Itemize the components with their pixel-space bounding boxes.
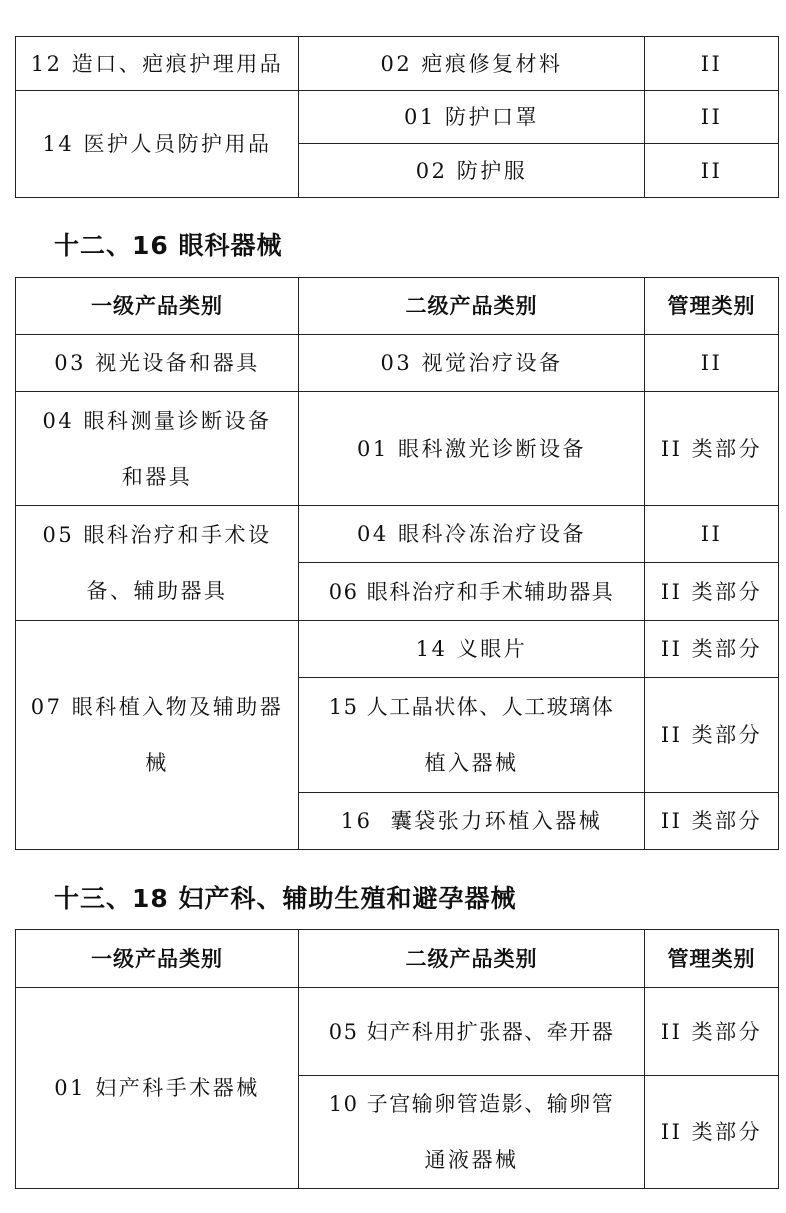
- level2-line: 通液器械: [424, 1148, 519, 1172]
- level1-line: 和器具: [121, 464, 193, 489]
- class-cell: II 类部分: [645, 392, 779, 506]
- level2-cell: 02 疤痕修复材料: [299, 37, 645, 91]
- class-cell: II: [645, 335, 779, 392]
- level2-cell: [299, 678, 645, 793]
- table-row: [16, 988, 779, 1076]
- level2-cell: 06 眼科治疗和手术辅助器具: [299, 563, 645, 621]
- level2-cell: [299, 1076, 645, 1189]
- table-header-row: [16, 930, 779, 988]
- table-row: [16, 335, 779, 392]
- class-cell: II 类部分: [645, 1076, 779, 1189]
- level1-cell: 01 妇产科手术器械: [16, 988, 299, 1189]
- table-row: [16, 392, 779, 506]
- table-top-continuation: [15, 36, 779, 198]
- level2-cell: 01 防护口罩: [299, 91, 645, 144]
- level2-cell: 05 妇产科用扩张器、牵开器: [299, 988, 645, 1076]
- class-cell: II: [645, 37, 779, 91]
- table-obstetrics: [15, 929, 779, 1189]
- header-class: 管理类别: [645, 930, 779, 988]
- header-level2: 二级产品类别: [299, 930, 645, 988]
- header-level2: 二级产品类别: [299, 278, 645, 335]
- level1-cell: [16, 506, 299, 621]
- level1-cell: 14 医护人员防护用品: [16, 91, 299, 198]
- section-title-ophthalmic: 十二、16 眼科器械: [54, 231, 283, 260]
- class-cell: II 类部分: [645, 621, 779, 678]
- level2-line: 15 人工晶状体、人工玻璃体: [328, 695, 615, 719]
- level2-cell: 04 眼科冷冻治疗设备: [299, 506, 645, 563]
- class-cell: II 类部分: [645, 988, 779, 1076]
- level1-line: 械: [145, 751, 169, 775]
- table-row: [16, 621, 779, 678]
- section-title-obstetrics: 十三、18 妇产科、辅助生殖和避孕器械: [54, 884, 517, 913]
- class-cell: II 类部分: [645, 563, 779, 621]
- table-row: [16, 506, 779, 563]
- level2-cell: 02 防护服: [299, 144, 645, 198]
- level1-cell: 03 视光设备和器具: [16, 335, 299, 392]
- level1-cell: [16, 621, 299, 850]
- class-cell: II 类部分: [645, 793, 779, 850]
- level1-line: 05 眼科治疗和手术设: [42, 523, 272, 547]
- header-level1: 一级产品类别: [16, 930, 299, 988]
- level2-cell: 16 囊袋张力环植入器械: [299, 793, 645, 850]
- header-class: 管理类别: [645, 278, 779, 335]
- level1-line: 备、辅助器具: [86, 579, 228, 603]
- table-row: [16, 91, 779, 144]
- level1-line: 04 眼科测量诊断设备: [42, 408, 272, 433]
- level1-cell: [16, 392, 299, 506]
- level2-cell: 01 眼科激光诊断设备: [299, 392, 645, 506]
- table-row: [16, 37, 779, 91]
- class-cell: II: [645, 91, 779, 144]
- level2-cell: 03 视觉治疗设备: [299, 335, 645, 392]
- table-ophthalmic: [15, 277, 779, 850]
- level2-line: 植入器械: [424, 751, 519, 775]
- level2-cell: 14 义眼片: [299, 621, 645, 678]
- class-cell: II: [645, 506, 779, 563]
- table-header-row: [16, 278, 779, 335]
- level1-line: 07 眼科植入物及辅助器: [30, 695, 284, 719]
- class-cell: II: [645, 144, 779, 198]
- class-cell: II 类部分: [645, 678, 779, 793]
- level2-line: 10 子宫输卵管造影、输卵管: [328, 1092, 615, 1116]
- header-level1: 一级产品类别: [16, 278, 299, 335]
- level1-cell: 12 造口、疤痕护理用品: [16, 37, 299, 91]
